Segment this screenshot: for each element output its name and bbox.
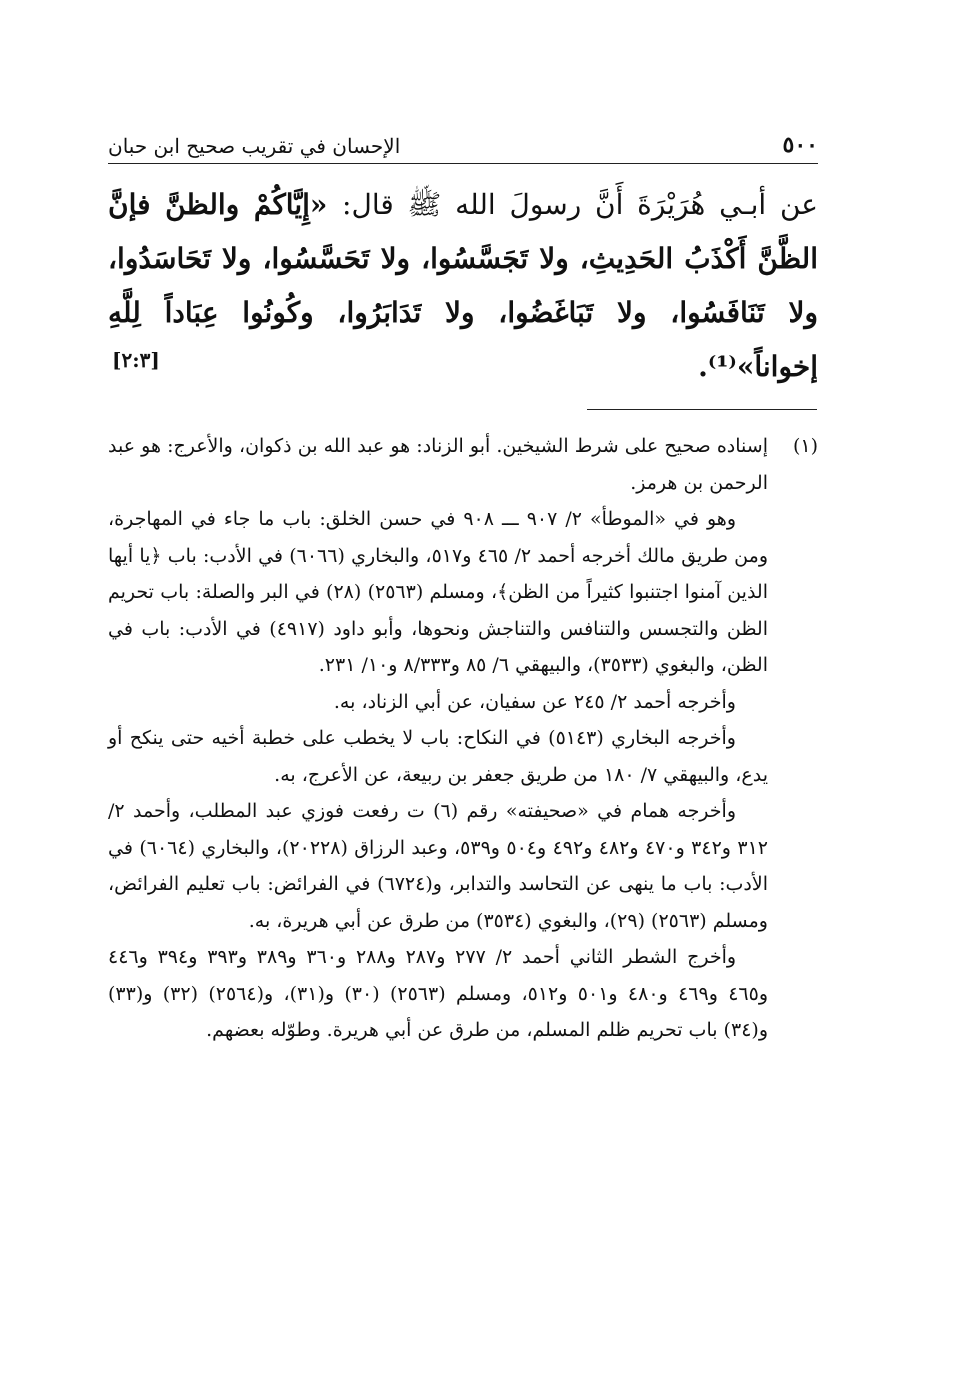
footnote-1 (108, 428, 818, 501)
footnote-paragraph: وأخرجه أحمد ٢/ ٢٤٥ عن سفيان، عن أبي الزناد، به. (333, 690, 736, 713)
book-title: الإحسان في تقريب صحيح ابن حبان (108, 134, 401, 158)
header-rule (108, 163, 818, 164)
footnote-paragraph: وأخرجه البخاري (٥١٤٣) في النكاح: باب لا يخطب على خطبة أخيه حتى ينكح أو يدع، والبيهقي ٧/ ١٨٠ من طريق جعفر بن ربيعة، عن الأعرج، به. (108, 727, 768, 786)
footnote-body (108, 501, 818, 1049)
footnotes (108, 428, 818, 1049)
footnote-paragraph: إسناده صحيح على شرط الشيخين. أبو الزناد: هو عبد الله بن ذكوان، والأعرج: هو عبد الرحمن بن هرمز. (108, 435, 768, 494)
footnote-number: (١) (792, 435, 818, 457)
footnote-paragraph: وهو في «الموطأ» ٢/ ٩٠٧ ـــ ٩٠٨ في حسن الخلق: باب ما جاء في المهاجرة، ومن طريق مالك أخرجه أحمد ٢/ ٤٦٥ و٥١٧، والبخاري (٦٠٦٦) في الأدب: باب ﴿يا أيها الذين آمنوا اجتنبوا كثيراً من الظن﴾، ومسلم (٢٥٦٣) (٢٨) في البر والصلة: باب تحريم الظن والتجسس والتنافس والتناجش ونحوها، وأبو داود (٤٩١٧) في الأدب: باب في الظن، والبغوي (٣٥٣٣)، والبيهقي ٦/ ٨٥ و٨/٣٣٣ و١٠/ ٢٣١. (108, 508, 768, 676)
footnote-rule (587, 409, 817, 410)
footnote-paragraph: وأخرجه همام في «صحيفته» رقم (٦) ت رفعت فوزي عبد المطلب، وأحمد ٢/ ٣١٢ و٣٤٢ و٤٧٠ و٤٨٢ و٤٩٢ و٥٠٤ و٥٣٩، وعبد الرزاق (٢٠٢٢٨)، والبخاري (٦٠٦٤) في الأدب: باب ما ينهى عن التحاسد والتدابر، و(٦٧٢٤) في الفرائض: باب تعليم الفرائض، ومسلم (٢٥٦٣) (٢٩)، والبغوي (٣٥٣٤) من طرق عن أبي هريرة، به. (108, 800, 768, 932)
running-header (108, 118, 818, 158)
hadith-reference: [٢:٣] (112, 348, 160, 372)
footnote-paragraph: وأخرج الشطر الثاني أحمد ٢/ ٢٧٧ و٢٨٧ و٢٨٨ و٣٦٠ و٣٨٩ و٣٩٣ و٣٩٤ و٤٤٦ و٤٦٥ و٤٦٩ و٤٨٠ و٥٠١ و٥١٢، ومسلم (٢٥٦٣) (٣٠) و(٣١)، و(٢٥٦٤) (٣٢) و(٣٣) و(٣٤) باب تحريم ظلم المسلم، من طرق عن أبي هريرة. وطوّله بعضهم. (108, 946, 769, 1041)
hadith-body: «إِيَّاكُمْ والظنَّ فإنَّ الظَّنَّ أَكْذَبُ الحَدِيثِ، ولا تَجَسَّسُوا، ولا تَحَسَّسُوا، ولا تَحَاسَدُوا، ولا تَنَافَسُوا، ولا تَبَاغَضُوا، ولا تَدَابَرُوا، وكُونُوا عِبَاداً لِلَّهِ إخواناً»⁽¹⁾. (108, 188, 818, 383)
page-number: ٥٠٠ (782, 132, 818, 158)
hadith-intro: عن أبـي هُرَيْرَةَ أَنَّ رسولَ الله ﷺ قال: (342, 188, 818, 221)
